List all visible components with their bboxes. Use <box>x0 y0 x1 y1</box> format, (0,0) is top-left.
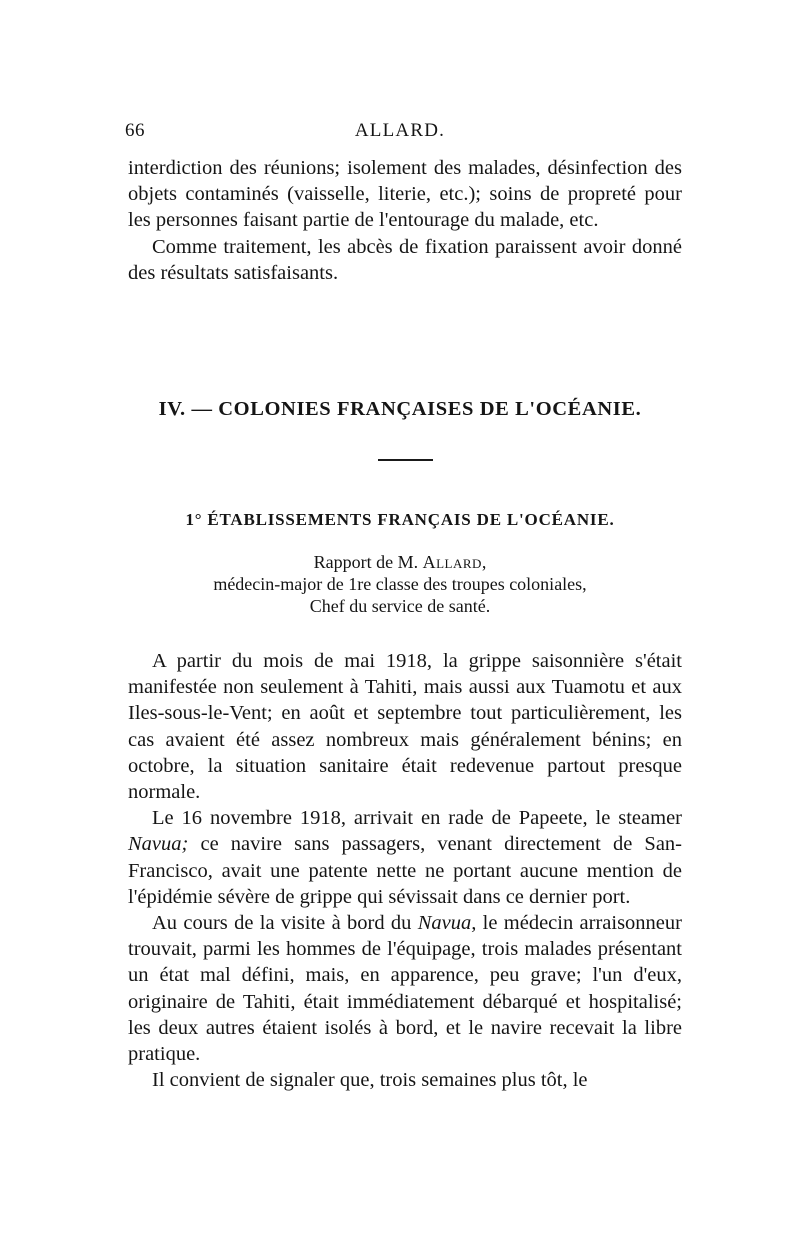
ship-name: Navua; <box>128 833 189 856</box>
running-title: ALLARD. <box>354 120 446 141</box>
paragraph: Comme traitement, les abcès de fixation paraissent avoir donné des résultats satisfaisants. <box>128 235 682 284</box>
report-byline <box>120 551 680 573</box>
paragraph-text: le médecin arraisonneur trouvait, parmi les hommes de l'équipage, trois malades présentant un état mal défini, mais, en apparence, peu grave; l'un d'eux, originaire de Tahiti, était immédiatement débarqué et hospitalisé; les deux autres étaient isolés à bord, et le navire recevait la libre pratique. <box>128 912 682 1066</box>
paragraph-text: Au cours de la visite à bord du <box>152 912 418 935</box>
report-suffix: , <box>481 552 487 572</box>
section-divider <box>378 459 433 461</box>
report-role: Chef du service de santé. <box>309 596 491 616</box>
main-text <box>128 648 682 1093</box>
subsection-heading: 1° ÉTABLISSEMENTS FRANÇAIS DE L'OCÉANIE. <box>185 510 615 529</box>
paragraph-text: ce navire sans passagers, venant directement de San-Francisco, avait une patente nette ne portant aucune mention de l'épidémie sévère de grippe qui sévissait dans ce dernier port. <box>128 833 682 908</box>
report-attribution <box>120 551 680 617</box>
ship-name: Navua, <box>417 912 477 935</box>
paragraph <box>128 910 682 1067</box>
paragraph: interdiction des réunions; isolement des malades, désinfection des objets contaminés (vaisselle, literie, etc.); soins de propreté pour les personnes faisant partie de l'entourage du malade, etc. <box>128 157 682 232</box>
running-head <box>120 120 680 144</box>
paragraph-text: Le 16 novembre 1918, arrivait en rade de Papeete, le steamer <box>152 807 682 830</box>
continued-text <box>128 155 682 286</box>
report-author: Allard <box>422 552 482 572</box>
page-number: 66 <box>125 120 145 141</box>
paragraph <box>128 805 682 910</box>
paragraph: A partir du mois de mai 1918, la grippe saisonnière s'était manifestée non seulement à Tahiti, mais aussi aux Tuamotu et aux Iles-sous-le-Vent; en août et septembre tout particulièrement, les cas avaient été assez nombreux mais généralement bénins; en octobre, la situation sanitaire était redevenue partout presque normale. <box>128 650 682 804</box>
paragraph: Il convient de signaler que, trois semaines plus tôt, le <box>152 1069 588 1092</box>
report-position: médecin-major de 1re classe des troupes coloniales, <box>213 574 587 594</box>
report-prefix: Rapport de M. <box>313 552 419 572</box>
section-heading: IV. — COLONIES FRANÇAISES DE L'OCÉANIE. <box>158 398 642 420</box>
